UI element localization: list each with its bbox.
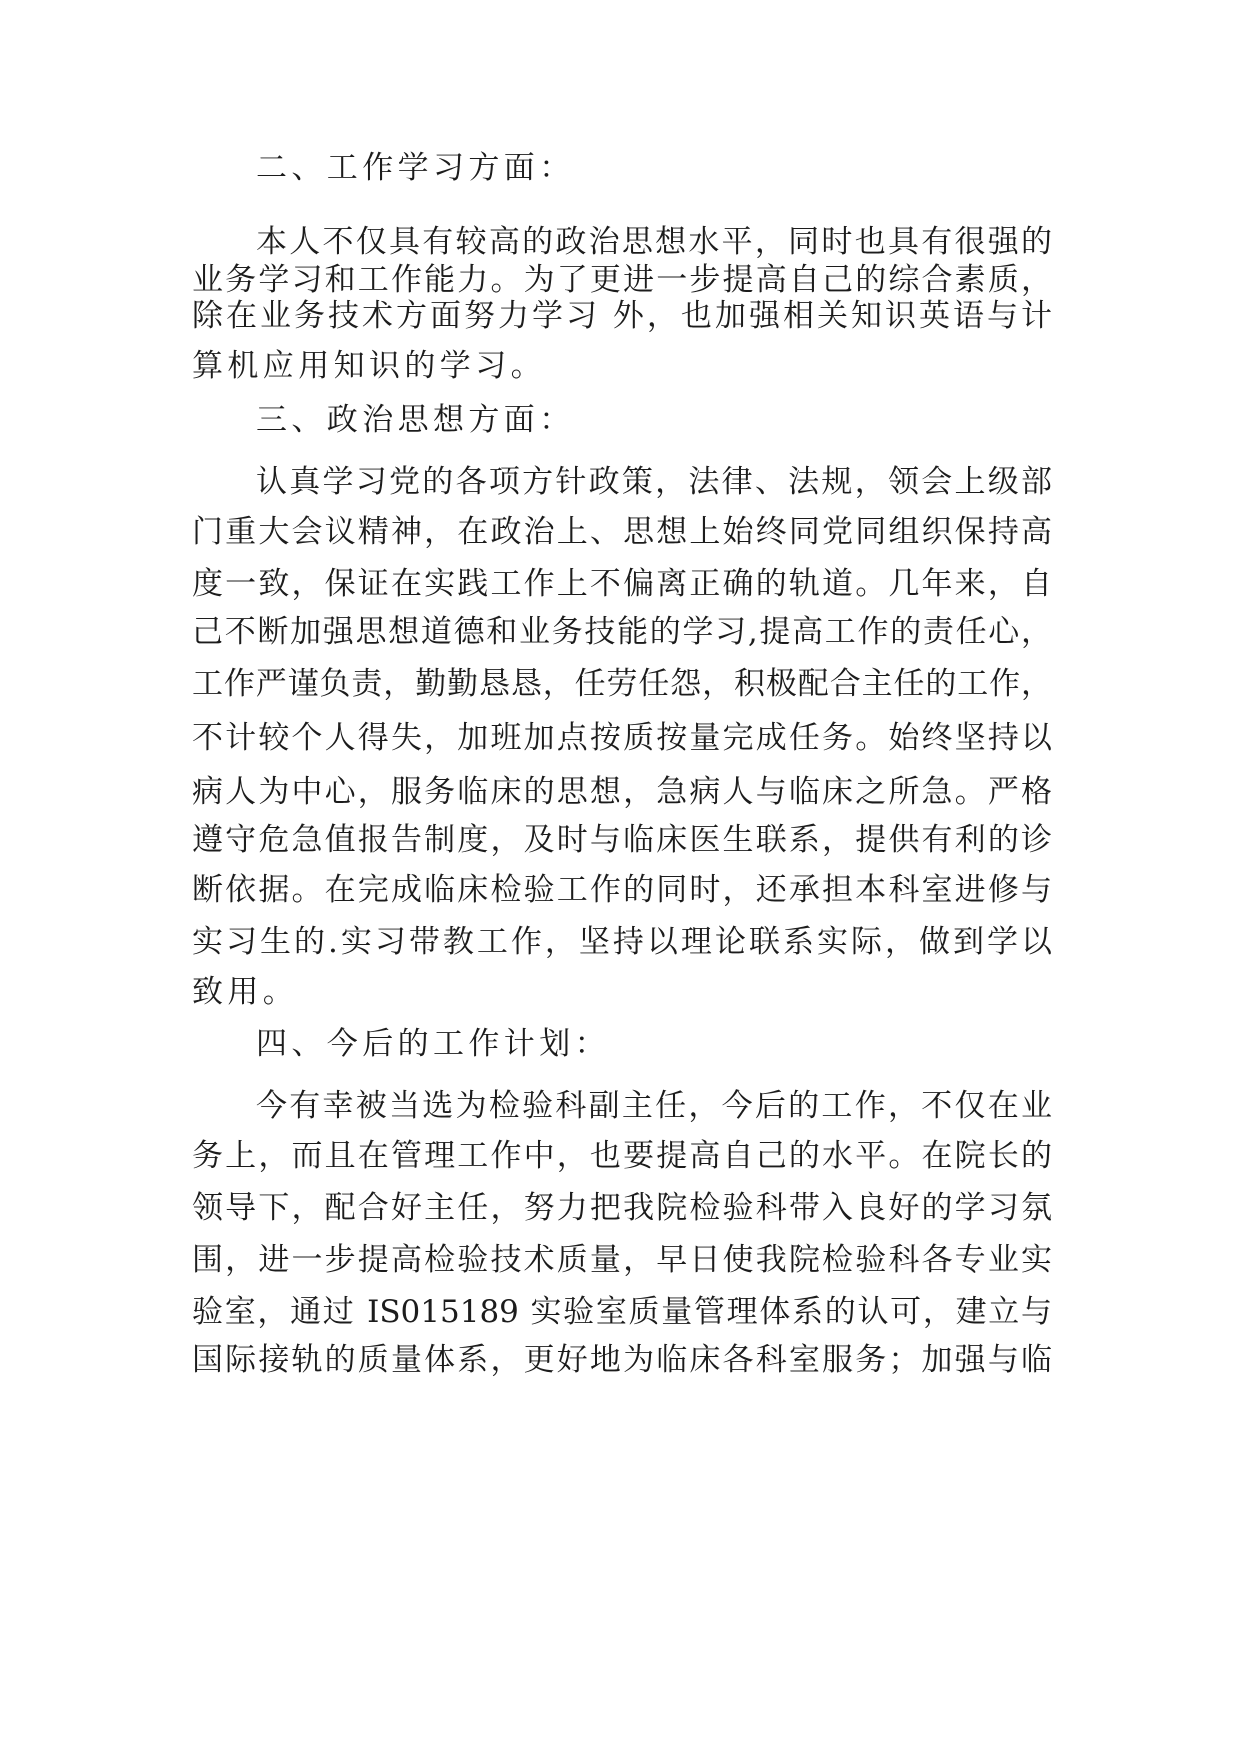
paragraph-line: 致用。 [192, 974, 299, 1010]
paragraph-line: 断依据。在完成临床检验工作的同时，还承担本科室进修与 [192, 872, 1052, 908]
paragraph-line: 国际接轨的质量体系，更好地为临床各科室服务；加强与临 [192, 1342, 1052, 1378]
paragraph-line: 认真学习党的各项方针政策，法律、法规，领会上级部 [256, 464, 1052, 500]
paragraph-line: 本人不仅具有较高的政治思想水平，同时也具有很强的 [256, 224, 1052, 260]
section-heading: 三、政治思想方面： [256, 402, 575, 438]
paragraph-line: 务上，而且在管理工作中，也要提高自己的水平。在院长的 [192, 1138, 1052, 1174]
section-heading: 四、今后的工作计划： [256, 1026, 610, 1062]
paragraph-line: 今有幸被当选为检验科副主任，今后的工作，不仅在业 [256, 1088, 1052, 1124]
paragraph-line: 遵守危急值报告制度，及时与临床医生联系，提供有利的诊 [192, 822, 1052, 858]
paragraph-line: 工作严谨负责，勤勤恳恳，任劳任怨，积极配合主任的工作， [192, 666, 1052, 702]
paragraph-line: 度一致，保证在实践工作上不偏离正确的轨道。几年来，自 [192, 566, 1052, 602]
paragraph-line: 领导下，配合好主任，努力把我院检验科带入良好的学习氛 [192, 1190, 1052, 1226]
paragraph-line: 验室，通过 IS015189 实验室质量管理体系的认可，建立与 [192, 1294, 1052, 1330]
paragraph-line: 不计较个人得失，加班加点按质按量完成任务。始终坚持以 [192, 720, 1052, 756]
paragraph-line: 门重大会议精神，在政治上、思想上始终同党同组织保持高 [192, 514, 1052, 550]
paragraph-line: 己不断加强思想道德和业务技能的学习,提高工作的责任心， [192, 614, 1052, 650]
paragraph-line: 病人为中心，服务临床的思想，急病人与临床之所急。严格 [192, 774, 1052, 810]
paragraph-line: 除在业务技术方面努力学习 外，也加强相关知识英语与计 [192, 298, 1052, 334]
paragraph-line: 实习生的.实习带教工作，坚持以理论联系实际，做到学以 [192, 924, 1052, 960]
paragraph-line: 算机应用知识的学习。 [192, 348, 546, 384]
paragraph-line: 围，进一步提高检验技术质量，早日使我院检验科各专业实 [192, 1242, 1052, 1278]
paragraph-line: 业务学习和工作能力。为了更进一步提高自己的综合素质， [192, 262, 1052, 298]
section-heading: 二、工作学习方面： [256, 150, 575, 186]
